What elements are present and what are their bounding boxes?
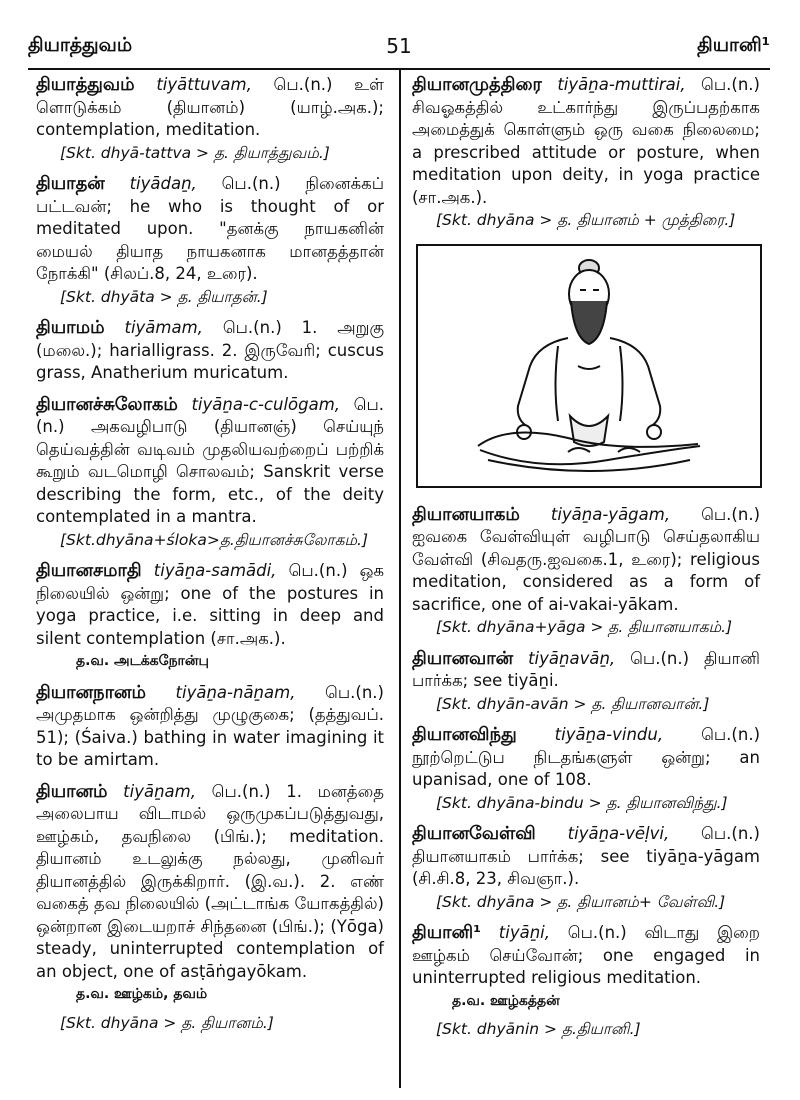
grammar-label: பெ.(n.) xyxy=(325,682,384,702)
entry-body xyxy=(36,173,384,286)
page-number: 51 xyxy=(386,34,412,58)
transliteration: tiyāṉam, xyxy=(123,781,196,801)
entry-body xyxy=(36,317,384,385)
headword: தியானம் xyxy=(36,780,108,802)
etymology: [Skt. dhyāna-bindu > த. தியானவிந்து.] xyxy=(436,793,728,812)
definition: சிவஓகத்தில் உட்கார்ந்து இருப்பதற்காக அமைத்துக் கொள்ளும் ஒரு வகை நிலைமை; a prescribed attitude or posture, when meditation upon deity, in yoga practice (சா.அக.). xyxy=(412,97,760,207)
definition: நினைக்கப் பட்டவன்; he who is thought of or meditated upon. "தனக்கு நாயகனின் மையல் தியாத நாயகனாக மானதத்தான் நோக்கி" (சிலப்.8, 24, உரை). xyxy=(36,174,384,283)
definition: அகவழிபாடு (தியானஞ்) செய்யுந் தெய்வத்தின் வடிவம் முதலியவற்றைப் பற்றிக் கூறும் வடமொழி சொலவம்; Sanskrit verse describing the form, etc., of the deity contemplated in a mantra. xyxy=(36,417,384,526)
transliteration: tiyāṉa-nāṉam, xyxy=(175,682,296,702)
tamil-equivalent-note: த.வ. ஊழ்கம், தவம் xyxy=(76,986,208,1002)
etymology: [Skt. dhyān-avān > த. தியானவான்.] xyxy=(436,694,710,713)
transliteration: tiyāmam, xyxy=(124,318,203,337)
headword: தியானயாகம் xyxy=(412,503,520,525)
entry-body xyxy=(412,504,760,617)
dictionary-entry xyxy=(36,394,384,552)
etymology: [Skt. dhyāna+yāga > த. தியானயாகம்.] xyxy=(436,618,733,636)
headword: தியாத்துவம் xyxy=(36,74,135,95)
etymology: [Skt. dhyāna > த. தியானம் + முத்திரை.] xyxy=(436,211,736,229)
etymology: [Skt. dhyā-tattva > த. தியாத்துவம்.] xyxy=(60,143,330,162)
dictionary-entry xyxy=(412,648,760,716)
dictionary-entry xyxy=(36,682,384,772)
entry-body xyxy=(412,648,760,693)
etymology: [Skt. dhyānin > த.தியானி.] xyxy=(436,1020,641,1038)
definition: நூற்றெட்டுப நிடதங்களுள் ஒன்று; an upanisad, one of 108. xyxy=(412,747,760,789)
definition: அமுதமாக ஒன்றித்து முழுகுகை; (தத்துவப். 51); (Śaiva.) bathing in water imagining it to be amirtam. xyxy=(36,705,384,769)
right-column xyxy=(412,74,760,1050)
grammar-label: பெ.(n.) xyxy=(273,75,333,94)
definition: தியானி பார்க்க; see tiyāṉi. xyxy=(412,648,761,690)
headword: தியானச்சுலோகம் xyxy=(36,393,178,415)
headword: தியானசமாதி xyxy=(36,560,142,581)
definition: 1. மனத்தை அலைபாய விடாமல் ஒருமுகப்படுத்துவது, ஊழ்கம், தவநிலை (பிங்.); meditation. தியானம் உடலுக்கு நல்லது, முனிவர் தியானத்தில் இருக்கிறார். (இ.வ.). 2. எண் வகைத் தவ நிலையில் (அட்டாங்க யோகத்தில்) ஒன்றான இடையறாச் சிந்தனை (பிங்.); (Yōga) steady, uninterrupted contemplation of an object, one of asṭāṅgayōkam. xyxy=(36,781,384,981)
entry-body xyxy=(412,823,760,891)
entry-body xyxy=(36,781,384,984)
headword: தியாமம் xyxy=(36,317,105,338)
left-column xyxy=(36,74,384,1043)
entry-body xyxy=(36,560,384,650)
tamil-equivalent-note: த.வ. அடக்கநோன்பு xyxy=(76,653,209,669)
definition: விடாது இறை ஊழ்கம் செய்வோன்; one engaged in uninterrupted religious meditation. xyxy=(412,923,760,987)
dictionary-entry xyxy=(36,781,384,1035)
grammar-label: பெ.(n.) xyxy=(222,318,282,337)
grammar-label: பெ.(n.) xyxy=(630,648,690,668)
etymology: [Skt. dhyāna > த. தியானம்.] xyxy=(60,1013,274,1032)
header-right-guideword: தியானி¹ xyxy=(697,34,770,56)
grammar-label: பெ.(n.) xyxy=(701,824,760,843)
etymology: [Skt. dhyāta > த. தியாதன்.] xyxy=(60,287,268,306)
headword: தியானி¹ xyxy=(412,922,482,943)
entry-body xyxy=(36,394,384,529)
definition: 1. அறுகு (மலை.); harialligrass. 2. இருவேரி; cuscus grass, Anatherium muricatum. xyxy=(36,318,385,382)
entry-body xyxy=(412,724,760,792)
yogi-figure xyxy=(416,244,762,488)
transliteration: tiyāṉavāṉ, xyxy=(528,648,616,668)
entry-body xyxy=(36,682,384,772)
headword: தியானமுத்திரை xyxy=(412,74,542,95)
page-header xyxy=(28,30,770,64)
dictionary-entry xyxy=(36,560,384,673)
etymology: [Skt. dhyāna > த. தியானம்+ வேள்வி.] xyxy=(436,892,726,911)
headword: தியானவேள்வி xyxy=(412,823,536,844)
transliteration: tiyāṉa-muttirai, xyxy=(557,75,686,94)
transliteration: tiyādaṉ, xyxy=(129,174,197,193)
grammar-label: பெ.(n.) xyxy=(221,174,281,193)
definition: ஐவகை வேள்வியுள் வழிபாடு செய்தலாகிய வேள்வி (சிவதரு.ஐவகை.1, உரை); religious meditation, considered as a form of sacrifice, one of ai-vakai-yākam. xyxy=(412,527,760,614)
entry-body xyxy=(412,74,760,209)
entry-body xyxy=(36,74,384,142)
headword: தியானநானம் xyxy=(36,681,146,703)
grammar-label: பெ.(n.) xyxy=(701,75,760,94)
grammar-label: பெ.(n.) xyxy=(211,781,271,801)
transliteration: tiyāttuvam, xyxy=(156,75,252,94)
definition: ஒக நிலையில் ஒன்று; one of the postures in yoga practice, i.e. sitting in deep and silent contemplation (சா.அக.). xyxy=(36,561,385,648)
transliteration: tiyāṉa-samādi, xyxy=(153,561,277,580)
etymology: [Skt.dhyāna+śloka>த.தியானச்சுலோகம்.] xyxy=(60,530,369,549)
transliteration: tiyāṉi, xyxy=(498,923,550,942)
headword: தியாதன் xyxy=(36,173,105,194)
header-left-guideword: தியாத்துவம் xyxy=(28,34,133,56)
transliteration: tiyāṉa-yāgam, xyxy=(550,504,671,524)
tamil-equivalent-note: த.வ. ஊழ்கத்தன் xyxy=(452,992,560,1009)
dictionary-entry xyxy=(36,317,384,385)
meditating-yogi-icon xyxy=(418,246,760,486)
dictionary-entry xyxy=(412,74,760,232)
grammar-label: பெ.(n.) xyxy=(701,725,761,744)
grammar-label: பெ.(n.) xyxy=(288,561,348,580)
transliteration: tiyāṉa-c-culōgam, xyxy=(191,394,341,414)
grammar-label: பெ. (n.) xyxy=(36,394,384,436)
grammar-label: பெ.(n.) xyxy=(567,923,627,942)
headword: தியானவான் xyxy=(412,647,514,669)
grammar-label: பெ.(n.) xyxy=(701,504,761,524)
definition: தியானயாகம் பார்க்க; see tiyāṉa-yāgam (சி.சி.8, 23, சிவஞா.). xyxy=(412,846,760,888)
column-divider xyxy=(399,68,401,1088)
transliteration: tiyāṉa-vēḷvi, xyxy=(567,824,670,843)
dictionary-entry xyxy=(36,173,384,308)
entry-body xyxy=(412,922,760,990)
dictionary-entry xyxy=(412,504,760,639)
dictionary-entry xyxy=(412,724,760,814)
dictionary-entry xyxy=(412,823,760,913)
headword: தியானவிந்து xyxy=(412,724,517,745)
dictionary-entry xyxy=(412,922,760,1041)
definition: உள் ளொடுக்கம் (தியானம்) (யாழ்.அக.); contemplation, meditation. xyxy=(36,75,384,139)
dictionary-entry xyxy=(36,74,384,164)
transliteration: tiyāṉa-vindu, xyxy=(554,725,664,744)
